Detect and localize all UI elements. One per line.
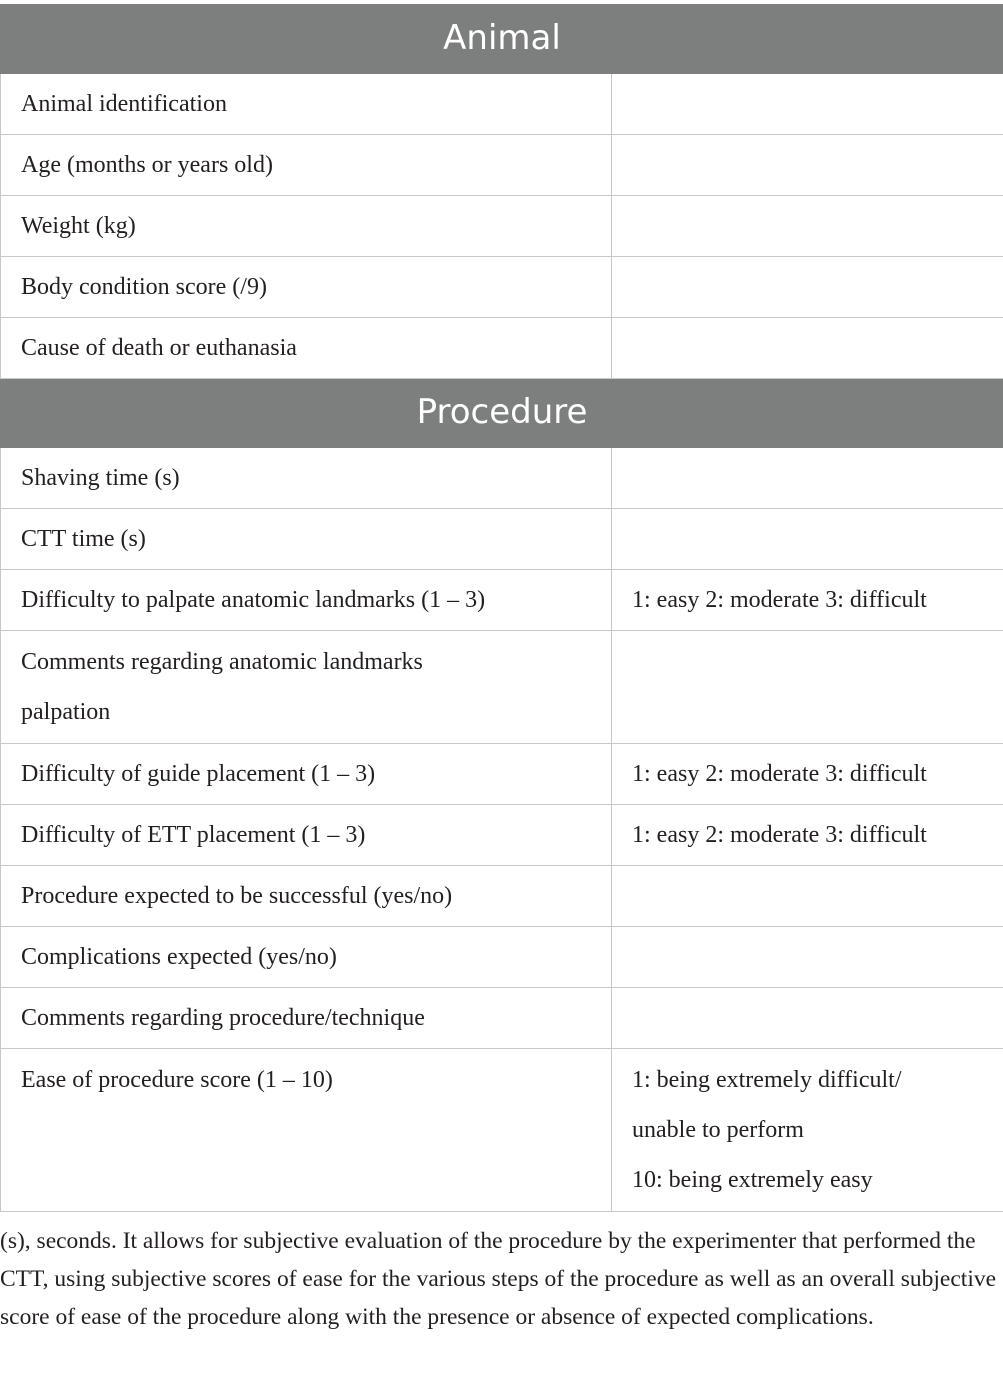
table-row [1,257,1003,318]
table-row [1,805,1003,866]
row-value [612,318,1003,379]
section-title: Procedure [1,379,1003,448]
row-value [612,927,1003,988]
row-value [612,988,1003,1049]
row-value [612,631,1003,744]
row-value [612,509,1003,570]
row-label: Difficulty of guide placement (1 – 3) [1,744,612,805]
table-row [1,1049,1003,1212]
table-row [1,631,1003,744]
section-header-animal [1,5,1003,74]
table-row [1,744,1003,805]
row-label: Complications expected (yes/no) [1,927,612,988]
row-value [612,1049,1003,1212]
table-row [1,135,1003,196]
row-value [612,196,1003,257]
row-label: Difficulty of ETT placement (1 – 3) [1,805,612,866]
table-row [1,927,1003,988]
table-row [1,448,1003,509]
row-label: Cause of death or euthanasia [1,318,612,379]
row-label: Comments regarding procedure/technique [1,988,612,1049]
row-label: Difficulty to palpate anatomic landmarks (1 – 3) [1,570,612,631]
evaluation-form-table [0,4,1003,1212]
row-value [612,135,1003,196]
table-row [1,318,1003,379]
row-label: Age (months or years old) [1,135,612,196]
row-label: Shaving time (s) [1,448,612,509]
table-row [1,509,1003,570]
row-label: Weight (kg) [1,196,612,257]
row-label-line: palpation [21,699,111,725]
row-label [1,631,612,744]
table-footnote: (s), seconds. It allows for subjective evaluation of the procedure by the experimenter that performed the CTT, using subjective scores of ease for the various steps of the procedure as well as an overall subjective score of ease of the procedure along with the presence or absence of expected complications. [0,1228,997,1330]
row-value: 1: easy 2: moderate 3: difficult [612,570,1003,631]
row-value-line: unable to perform [632,1117,804,1143]
row-value [612,448,1003,509]
table-row [1,988,1003,1049]
row-value: 1: easy 2: moderate 3: difficult [612,744,1003,805]
row-label-line: Comments regarding anatomic landmarks [21,649,423,675]
table-row [1,570,1003,631]
row-value [612,257,1003,318]
row-label: Ease of procedure score (1 – 10) [1,1049,612,1212]
row-label: Animal identification [1,74,612,135]
row-value [612,74,1003,135]
row-value-line: 10: being extremely easy [632,1167,873,1193]
row-value: 1: easy 2: moderate 3: difficult [612,805,1003,866]
section-header-procedure [1,379,1003,448]
row-label: Body condition score (/9) [1,257,612,318]
table-row [1,866,1003,927]
row-value-line: 1: being extremely difficult/ [632,1067,902,1093]
row-label: CTT time (s) [1,509,612,570]
table-row [1,196,1003,257]
section-title: Animal [1,5,1003,74]
row-label: Procedure expected to be successful (yes/no) [1,866,612,927]
table-row [1,74,1003,135]
row-value [612,866,1003,927]
